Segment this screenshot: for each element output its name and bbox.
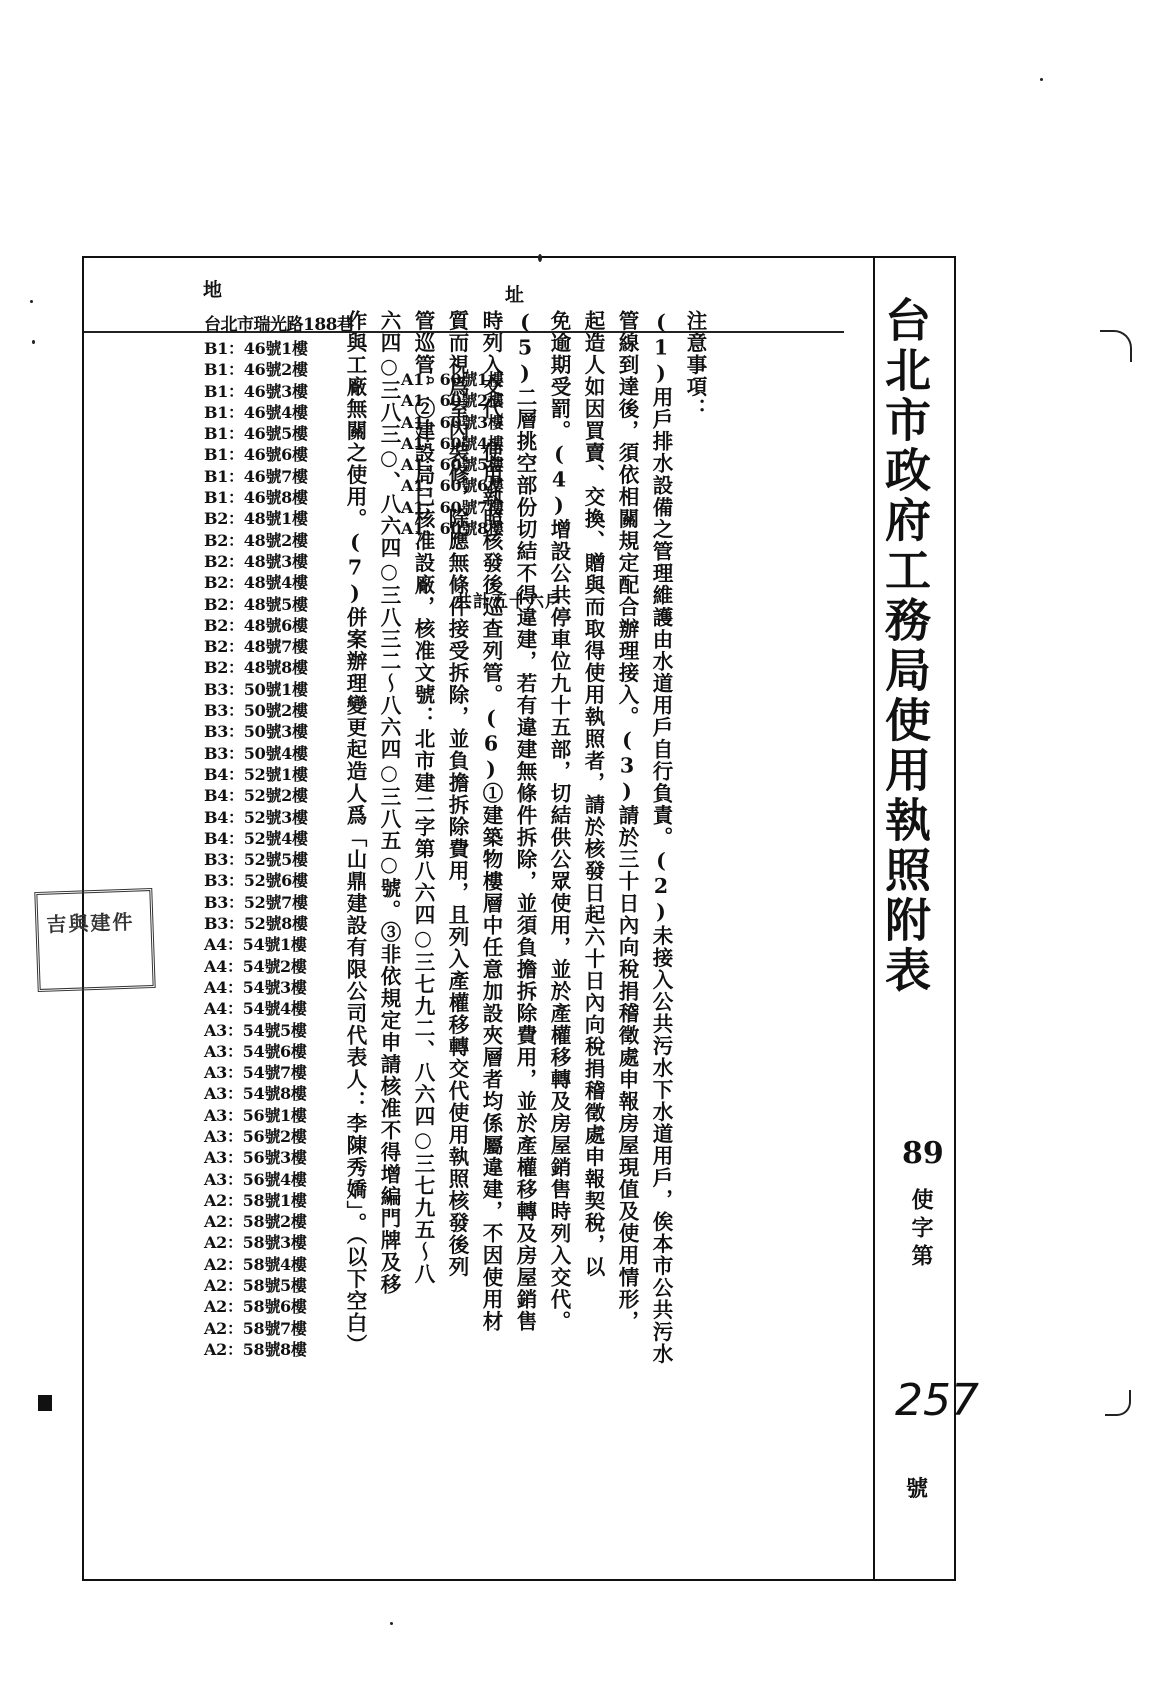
unit-entry: B2：48號1樓 [204, 509, 308, 529]
unit-entry: A2：58號2樓 [204, 1212, 307, 1232]
unit-entry: B3：52號7樓 [204, 892, 308, 912]
stamp-text: 吉與建件 [46, 909, 135, 937]
unit-entry: B4：52號2樓 [204, 786, 308, 806]
unit-entry: A1：60號4樓 [401, 433, 504, 453]
title-divider [873, 256, 875, 1581]
notes-heading: 注意事項： [683, 310, 707, 420]
notes-line: 質而視爲室內裝修，除應無條件接受拆除，並負擔拆除費用，且列入產權移轉交代使用執照核發後列 [445, 310, 469, 1278]
unit-entry: A2：58號1樓 [204, 1190, 307, 1210]
unit-entry: A3：56號3樓 [204, 1148, 307, 1168]
total-units: 共計五十六戶 [455, 592, 563, 612]
official-stamp [34, 888, 155, 992]
scan-mark [1105, 1390, 1131, 1416]
street-name: 台北市瑞光路188巷 [204, 315, 354, 335]
notes-line: (1)用戶排水設備之管理維護由水道用戶自行負責。(2)未接入公共污水下水道用戶，俟本市公共污水 [649, 310, 673, 1365]
unit-entry: B3：50號4樓 [204, 743, 308, 763]
unit-entry: A1：60號8樓 [401, 519, 504, 539]
unit-entry: A1：60號3樓 [401, 412, 504, 432]
doc-suffix: 號 [906, 1476, 929, 1502]
unit-entry: B4：52號1樓 [204, 764, 308, 784]
doc-prefix: 使字第 [908, 1188, 934, 1272]
unit-entry: B1：46號3樓 [204, 381, 308, 401]
unit-entry: B3：50號1樓 [204, 679, 308, 699]
notes-line: 作與工廠無關之使用。(7)併案辦理變更起造人爲「山鼎建設有限公司代表人：李陳秀嬌」。（以下空白） [343, 310, 367, 1356]
unit-entry: A2：58號6樓 [204, 1297, 307, 1317]
unit-entry: B2：48號2樓 [204, 530, 308, 550]
unit-entry: A4：54號4樓 [204, 999, 307, 1019]
unit-entry: B4：52號3樓 [204, 807, 308, 827]
unit-entry: A3：56號2樓 [204, 1126, 307, 1146]
unit-entry: B3：52號6樓 [204, 871, 308, 891]
notes-line: 時列入交代，使用執照核發後巡查列管。(6)①建築物樓層中任意加設夾層者均係屬違建，不因使用材 [479, 310, 503, 1333]
unit-entry: B1：46號4樓 [204, 402, 308, 422]
unit-entry: B1：46號2樓 [204, 360, 308, 380]
unit-entry: A4：54號2樓 [204, 956, 307, 976]
unit-entry: A1：60號7樓 [401, 497, 504, 517]
notes-line: 六四○三八三○、八六四○三八三二～八六四○三八五○號。③非依規定申請核准不得增編門牌及移 [377, 310, 401, 1296]
scan-speck [1040, 78, 1043, 81]
unit-entry: B2：48號6樓 [204, 615, 308, 635]
unit-entry: A3：54號7樓 [204, 1063, 307, 1083]
scan-speck [538, 254, 542, 262]
unit-entry: A2：58號4樓 [204, 1254, 307, 1274]
unit-entry: B2：48號7樓 [204, 637, 308, 657]
unit-entry: A2：58號5樓 [204, 1276, 307, 1296]
unit-entry: B1：46號1樓 [204, 339, 308, 358]
unit-entry: A4：54號3樓 [204, 977, 307, 997]
scan-mark [38, 1395, 52, 1411]
notes-block [338, 310, 712, 1550]
unit-entry: A1：60號5樓 [401, 455, 504, 475]
unit-entry: A2：58號7樓 [204, 1318, 307, 1338]
scan-mark [1100, 330, 1132, 362]
unit-entry: B3：50號3樓 [204, 722, 308, 742]
notes-line: 起造人如因買賣、交換、贈與而取得使用執照者，請於核發日起六十日內向稅捐稽徵處申報契稅，以 [581, 310, 605, 1278]
unit-entry: A2：58號8樓 [204, 1339, 307, 1359]
unit-entry: A2：58號3樓 [204, 1233, 307, 1253]
unit-entry: A3：54號6樓 [204, 1041, 307, 1061]
notes-line: 管線到達後，須依相關規定配合辦理接入。(3)請於三十日內向稅捐稽徵處申報房屋現值及使用情形， [615, 310, 639, 1333]
unit-entry: A1：60號1樓 [401, 370, 504, 389]
notes-line: 免逾期受罰。(4)增設公共停車位九十五部，切結供公眾使用，並於產權移轉及房屋銷售時列入交代。 [547, 310, 571, 1333]
unit-entry: B4：52號4樓 [204, 828, 308, 848]
scan-speck [30, 300, 33, 303]
unit-entry: B3：50號2樓 [204, 701, 308, 721]
unit-entry: B2：48號5樓 [204, 594, 308, 614]
doc-serial: 257 [895, 1375, 979, 1426]
unit-entry: B1：46號5樓 [204, 424, 308, 444]
unit-entry: A1：60號2樓 [401, 391, 504, 411]
doc-year: 89 [902, 1136, 944, 1171]
unit-entry: B2：48號4樓 [204, 573, 308, 593]
notes-line: (5)二層挑空部份切結不得違建，若有違建無條件拆除，並須負擔拆除費用，並於產權移轉及房屋銷售 [513, 310, 537, 1333]
unit-entry: A3：56號1樓 [204, 1105, 307, 1125]
address-header-left: 地 [203, 279, 223, 301]
unit-entry: A3：56號4樓 [204, 1169, 307, 1189]
unit-entry: B2：48號8樓 [204, 658, 308, 678]
unit-entry: B3：52號8樓 [204, 914, 308, 934]
unit-entry: B3：52號5樓 [204, 850, 308, 870]
unit-list-left [204, 338, 308, 1360]
unit-entry: B1：46號8樓 [204, 488, 308, 508]
scan-speck [32, 340, 35, 344]
document-title: 台北市政府工務局使用執照附表 [878, 296, 932, 996]
unit-entry: A3：54號8樓 [204, 1084, 307, 1104]
unit-entry: B1：46號6樓 [204, 445, 308, 465]
unit-entry: A4：54號1樓 [204, 935, 307, 955]
notes-line: 管巡管。②建設局已核准設廠，核准文號：北市建二字第八六四○三七九二、八六四○三七九五～八 [411, 310, 435, 1285]
unit-entry: A3：54號5樓 [204, 1020, 307, 1040]
unit-entry: B1：46號7樓 [204, 466, 308, 486]
unit-entry: A1：60號6樓 [401, 476, 504, 496]
scan-speck [390, 1622, 393, 1625]
unit-entry: B2：48號3樓 [204, 551, 308, 571]
address-header-right: 址 [505, 284, 525, 306]
